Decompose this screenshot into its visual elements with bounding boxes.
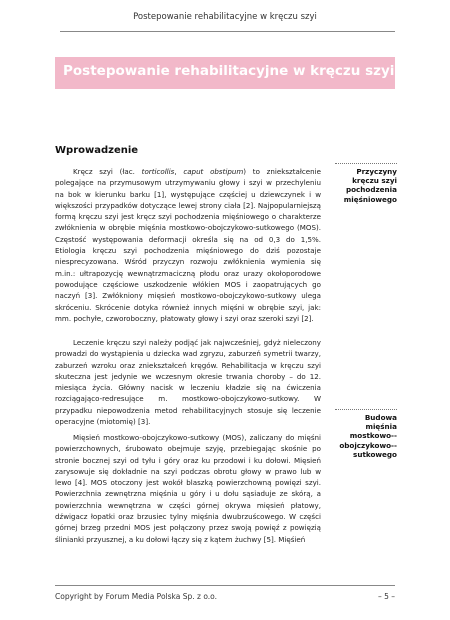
footer-copyright: Copyright by Forum Media Polska Sp. z o.o. [55, 592, 218, 601]
margin-note-rule [335, 163, 397, 164]
paragraph-1 [55, 166, 321, 333]
paragraph-3 [55, 432, 321, 554]
paragraph-1-rest: ) to zniekształcenie polegające na przymusowym utrzymywaniu głowy i szyi w przechyleniu na bok w kierunku barku [1], występujące częściej u dziewczynek i w większości przypadków dotyczące lewej strony ciała [2]. Najpopularniejszą formą kręczu szyi jest kręcz szyi pochodzenia mięśniowego o charakterze zwłóknienia w obrębie mięśnia mostkowo-obojczykowo-sutkowego (MOS). Częstość występowania deformacji określa się na od 0,3 do 1,5%. Etiologia kręczu szyi pochodzenia mięśniowego do dziś pozostaje niesprecyzowana. Wśród przyczyn rozwoju zwłóknienia wymienia się m.in.: ułtrapozycję wewnątrzmaciczną płodu oraz urazy okołoporodowe powodujące częściowe uszkodzenie włókien MOS i zaopatrujących go naczyń [3]. Zwłókniony mięsień mostkowo-obojczykowo-sutkowy ulega skróceniu. Skrócenie dotyka również innych mięśni w obrębie szyi, jak: mm. pochyłe, czworoboczny, płatowaty głowy i szyi oraz szeroki szyi [2]. [55, 167, 321, 323]
paragraph-2 [55, 337, 321, 436]
paragraph-1-separator: , [174, 167, 184, 176]
latin-term-torticollis: torticollis [141, 167, 175, 176]
chapter-title-band: Postepowanie rehabilitacyjne w kręczu szyi [55, 57, 395, 89]
footer-divider [55, 585, 395, 586]
page-number: – 5 – [377, 592, 395, 601]
paragraph-2-text: Leczenie kręczu szyi należy podjąć jak najwcześniej, gdyż nieleczony prowadzi do wystąpienia u dziecka wad zgryzu, zaburzeń symetrii twarzy, zaburzeń wzroku oraz zniekształceń kręgów. Rehabilitacja w kręczu szyi skuteczna jest jedynie we wczesnym okresie trwania choroby – do 12. miesiąca życia. Główny nacisk w leczeniu kładzie się na ćwiczenia rozciągająco-redresujące m. mostkowo-obojczykowo-sutkowy. W przypadku niepowodzenia metod rehabilitacyjnych stosuje się leczenie operacyjne (miotomię) [3]. [55, 338, 321, 427]
latin-term-caput-obstipum: caput obstipum [183, 167, 244, 176]
margin-note-rule [335, 409, 397, 410]
paragraph-1-lead: Kręcz szyi (łac. [73, 167, 142, 176]
margin-note-anatomy-text: Budowa mięśnia mostkowo--obojczykowo--sutkowego [339, 413, 397, 459]
margin-note-causes [335, 163, 397, 204]
margin-note-causes-text: Przyczyny kręczu szyi pochodzenia mięśniowego [343, 167, 397, 204]
paragraph-3-text: Mięsień mostkowo-obojczykowo-sutkowy (MOS), zaliczany do mięśni powierzchownych, śrubowato obejmuje szyję, przebiegając skośnie po stronie bocznej szyi od tyłu i góry oraz ku przodowi i ku dołowi. Mięsień zarysowuje się dokładnie na szyi podczas obrotu głowy w prawo lub w lewo [4]. MOS otoczony jest wokół blaszką powierzchowną powięzi szyi. Powierzchnia zewnętrzna mięśnia u góry i u dołu sąsiaduje ze skórą, a powierzchnia wewnętrzna w części górnej okrywa mięsień płatowy, dźwigacz łopatki oraz brzusiec tylny mięśnia dwubrzuścowego. W części górnej brzeg przedni MOS jest połączony przez swoją powięź z powięzią ślinianki przyusznej, a ku dołowi łączy się z kątem żuchwy [5]. Mięśień [55, 433, 321, 544]
section-heading: Wprowadzenie [55, 145, 139, 156]
header-divider [60, 31, 395, 32]
running-header: Postepowanie rehabilitacyjne w kręczu szyi [133, 12, 317, 22]
margin-note-anatomy [335, 409, 397, 459]
